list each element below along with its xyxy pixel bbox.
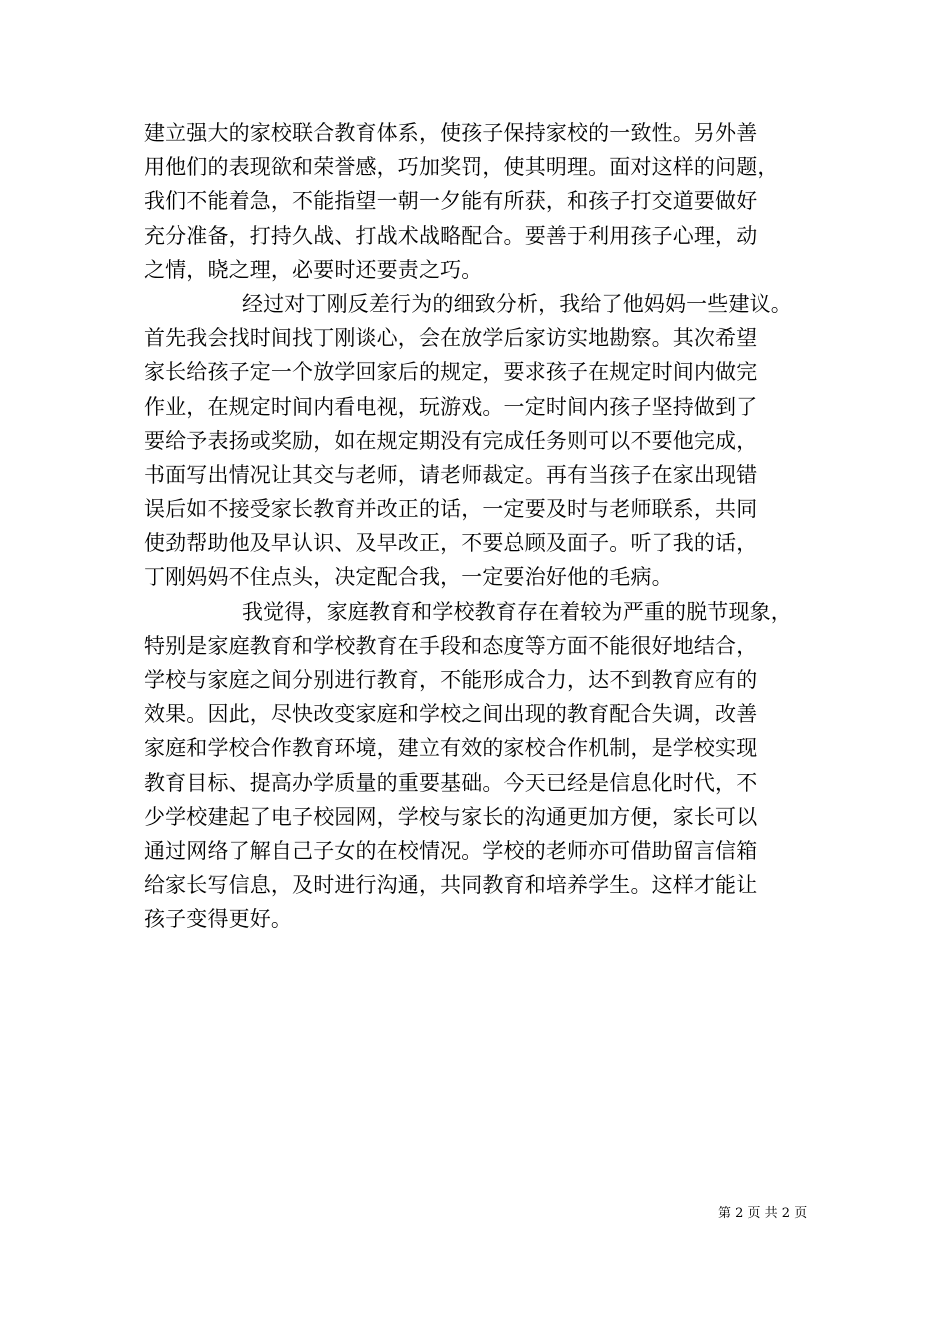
text-line: 首先我会找时间找丁刚谈心，会在放学后家访实地勘察。其次希望 (144, 326, 758, 351)
paragraph-2 (144, 287, 824, 595)
text-line: 作业，在规定时间内看电视，玩游戏。一定时间内孩子坚持做到了 (144, 394, 758, 419)
text-line: 我觉得，家庭教育和学校教育存在着较为严重的脱节现象， (242, 599, 792, 624)
text-line: 效果。因此，尽快改变家庭和学校之间出现的教育配合失调，改善 (144, 702, 758, 727)
text-line: 家庭和学校合作教育环境，建立有效的家校合作机制，是学校实现 (144, 736, 758, 761)
text-line: 之情，晓之理，必要时还要责之巧。 (144, 257, 483, 282)
text-line: 书面写出情况让其交与老师，请老师裁定。再有当孩子在家出现错 (144, 462, 758, 487)
text-line: 充分准备，打持久战、打战术战略配合。要善于利用孩子心理，动 (144, 223, 758, 248)
text-line: 误后如不接受家长教育并改正的话，一定要及时与老师联系，共同 (144, 497, 758, 522)
text-line: 丁刚妈妈不住点头，决定配合我，一定要治好他的毛病。 (144, 565, 673, 590)
text-line: 家长给孩子定一个放学回家后的规定，要求孩子在规定时间内做完 (144, 360, 758, 385)
text-line: 要给予表扬或奖励，如在规定期没有完成任务则可以不要他完成， (144, 428, 758, 453)
text-line: 使劲帮助他及早认识、及早改正，不要总顾及面子。听了我的话， (144, 531, 758, 556)
text-line: 学校与家庭之间分别进行教育，不能形成合力，达不到教育应有的 (144, 668, 758, 692)
text-line: 建立强大的家校联合教育体系，使孩子保持家校的一致性。另外善 (144, 121, 758, 145)
text-line: 教育目标、提高办学质量的重要基础。今天已经是信息化时代，不 (144, 770, 758, 795)
body-text (144, 116, 824, 937)
text-line: 特别是家庭教育和学校教育在手段和态度等方面不能很好地结合， (144, 633, 758, 658)
page-number-footer: 第 2 页 共 2 页 (718, 1206, 808, 1221)
paragraph-3 (144, 595, 824, 937)
text-line: 少学校建起了电子校园网，学校与家长的沟通更加方便，家长可以 (144, 804, 758, 829)
text-line: 我们不能着急，不能指望一朝一夕能有所获，和孩子打交道要做好 (144, 189, 758, 214)
text-line: 通过网络了解自己子女的在校情况。学校的老师亦可借助留言信箱 (144, 838, 758, 863)
paragraph-1 (144, 116, 824, 287)
text-line: 孩子变得更好。 (144, 907, 293, 932)
text-line: 给家长写信息，及时进行沟通，共同教育和培养学生。这样才能让 (144, 873, 758, 898)
text-line: 经过对丁刚反差行为的细致分析，我给了他妈妈一些建议。 (242, 291, 792, 316)
text-line: 用他们的表现欲和荣誉感，巧加奖罚，使其明理。面对这样的问题， (144, 155, 779, 180)
